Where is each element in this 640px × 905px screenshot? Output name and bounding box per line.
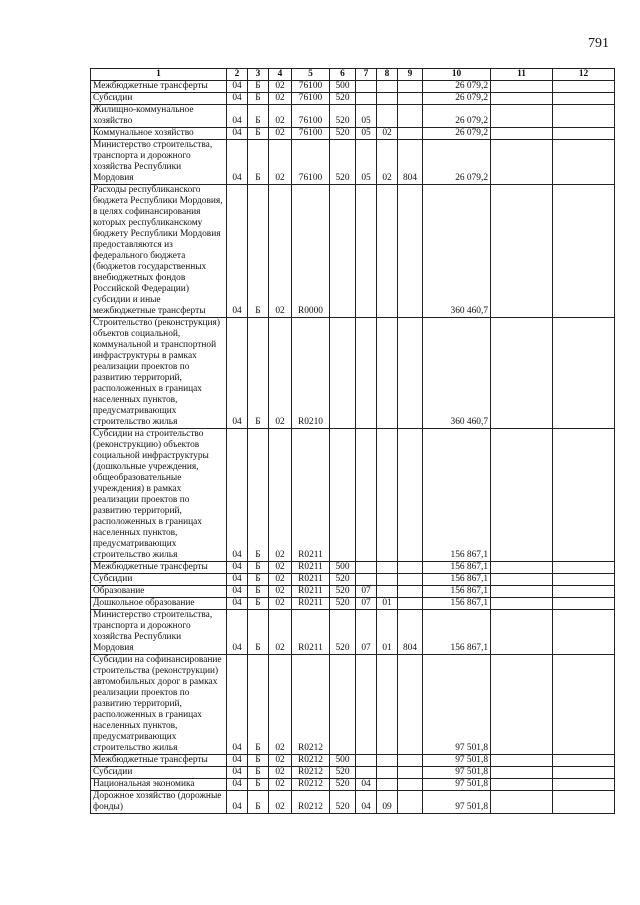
- cell-amount: 156 867,1: [423, 598, 491, 610]
- cell-col-6: 500: [330, 81, 356, 93]
- header-cell: 6: [330, 69, 356, 81]
- cell-row-name: Дорожное хозяйство (дорожные фонды): [91, 791, 227, 814]
- cell-col-11: [491, 562, 553, 574]
- cell-col-12: [553, 655, 615, 755]
- cell-amount: 156 867,1: [423, 586, 491, 598]
- cell-col-3: Б: [248, 779, 269, 791]
- cell-col-3: Б: [248, 586, 269, 598]
- cell-col-4: 02: [269, 318, 292, 429]
- cell-col-2: 04: [227, 791, 248, 814]
- cell-col-3: Б: [248, 791, 269, 814]
- cell-col-7: [356, 767, 377, 779]
- header-cell: 10: [423, 69, 491, 81]
- cell-col-7: 04: [356, 791, 377, 814]
- cell-col-4: 02: [269, 105, 292, 128]
- cell-col-5: 76100: [292, 128, 330, 140]
- cell-col-2: 04: [227, 128, 248, 140]
- cell-col-9: [398, 93, 423, 105]
- cell-col-11: [491, 318, 553, 429]
- cell-col-12: [553, 755, 615, 767]
- cell-col-4: 02: [269, 185, 292, 318]
- cell-col-7: 07: [356, 598, 377, 610]
- cell-col-9: [398, 779, 423, 791]
- table-row: [91, 586, 615, 598]
- cell-col-11: [491, 185, 553, 318]
- cell-col-11: [491, 610, 553, 655]
- header-cell: 4: [269, 69, 292, 81]
- cell-col-11: [491, 755, 553, 767]
- cell-col-7: [356, 81, 377, 93]
- cell-col-4: 02: [269, 128, 292, 140]
- cell-col-7: [356, 574, 377, 586]
- cell-col-5: 76100: [292, 93, 330, 105]
- cell-col-2: 04: [227, 105, 248, 128]
- cell-col-7: [356, 429, 377, 562]
- cell-col-5: R0211: [292, 429, 330, 562]
- cell-col-4: 02: [269, 755, 292, 767]
- cell-col-9: [398, 81, 423, 93]
- cell-col-12: [553, 598, 615, 610]
- cell-col-2: 04: [227, 779, 248, 791]
- cell-col-12: [553, 429, 615, 562]
- cell-col-6: 500: [330, 755, 356, 767]
- cell-col-3: Б: [248, 562, 269, 574]
- cell-col-8: [377, 574, 398, 586]
- cell-col-12: [553, 562, 615, 574]
- cell-row-name: Субсидии: [91, 574, 227, 586]
- cell-row-name: Коммунальное хозяйство: [91, 128, 227, 140]
- cell-amount: 26 079,2: [423, 81, 491, 93]
- cell-row-name: Министерство строительства, транспорта и дорожного хозяйства Республики Мордовия: [91, 610, 227, 655]
- cell-col-9: [398, 574, 423, 586]
- cell-col-4: 02: [269, 81, 292, 93]
- cell-col-8: [377, 185, 398, 318]
- cell-col-6: 520: [330, 586, 356, 598]
- header-cell: 9: [398, 69, 423, 81]
- cell-col-12: [553, 140, 615, 185]
- cell-col-8: [377, 655, 398, 755]
- cell-col-7: 07: [356, 586, 377, 598]
- cell-amount: 97 501,8: [423, 767, 491, 779]
- cell-row-name: Субсидии на строительство (реконструкцию) объектов социальной инфраструктуры (дошкольные учреждения, общеобразовательные учреждения) в рамках реализации проектов по развитию территорий, расположенных в границах населенных пунктов, предусматривающих строительство жилья: [91, 429, 227, 562]
- cell-col-8: [377, 767, 398, 779]
- cell-col-8: [377, 318, 398, 429]
- cell-row-name: Субсидии: [91, 93, 227, 105]
- table-row: [91, 791, 615, 814]
- cell-col-12: [553, 128, 615, 140]
- cell-col-2: 04: [227, 755, 248, 767]
- cell-col-5: R0212: [292, 791, 330, 814]
- cell-col-7: [356, 185, 377, 318]
- cell-col-9: [398, 655, 423, 755]
- cell-col-8: [377, 586, 398, 598]
- cell-col-2: 04: [227, 586, 248, 598]
- cell-col-5: 76100: [292, 81, 330, 93]
- table-row: [91, 93, 615, 105]
- cell-col-9: [398, 429, 423, 562]
- cell-col-4: 02: [269, 779, 292, 791]
- cell-col-11: [491, 586, 553, 598]
- cell-col-4: 02: [269, 610, 292, 655]
- cell-col-4: 02: [269, 791, 292, 814]
- cell-col-6: 520: [330, 767, 356, 779]
- cell-col-5: R0212: [292, 755, 330, 767]
- table-row: [91, 105, 615, 128]
- cell-row-name: Министерство строительства, транспорта и дорожного хозяйства Республики Мордовия: [91, 140, 227, 185]
- cell-col-7: [356, 318, 377, 429]
- cell-col-2: 04: [227, 610, 248, 655]
- cell-col-7: 07: [356, 610, 377, 655]
- cell-col-4: 02: [269, 93, 292, 105]
- header-cell: 5: [292, 69, 330, 81]
- cell-col-3: Б: [248, 105, 269, 128]
- cell-col-3: Б: [248, 598, 269, 610]
- cell-col-5: R0211: [292, 562, 330, 574]
- cell-col-6: 520: [330, 140, 356, 185]
- table-row: [91, 81, 615, 93]
- table-row: [91, 318, 615, 429]
- cell-col-8: 02: [377, 140, 398, 185]
- cell-col-12: [553, 105, 615, 128]
- cell-amount: 156 867,1: [423, 562, 491, 574]
- cell-col-11: [491, 598, 553, 610]
- cell-amount: 156 867,1: [423, 610, 491, 655]
- cell-row-name: Межбюджетные трансферты: [91, 81, 227, 93]
- cell-col-7: 05: [356, 128, 377, 140]
- cell-col-8: [377, 93, 398, 105]
- table-row: [91, 574, 615, 586]
- header-cell: 12: [553, 69, 615, 81]
- cell-col-9: [398, 598, 423, 610]
- cell-col-2: 04: [227, 185, 248, 318]
- cell-col-6: [330, 185, 356, 318]
- cell-col-6: [330, 318, 356, 429]
- page-number: 791: [588, 36, 609, 51]
- cell-col-12: [553, 767, 615, 779]
- cell-col-11: [491, 140, 553, 185]
- cell-amount: 97 501,8: [423, 791, 491, 814]
- cell-col-8: 01: [377, 598, 398, 610]
- cell-col-3: Б: [248, 185, 269, 318]
- table-row: [91, 655, 615, 755]
- cell-col-8: [377, 779, 398, 791]
- cell-col-9: [398, 562, 423, 574]
- cell-col-11: [491, 128, 553, 140]
- cell-col-9: 804: [398, 610, 423, 655]
- cell-col-7: [356, 562, 377, 574]
- cell-col-8: [377, 562, 398, 574]
- cell-col-6: 500: [330, 562, 356, 574]
- cell-col-11: [491, 429, 553, 562]
- cell-col-2: 04: [227, 318, 248, 429]
- cell-col-11: [491, 574, 553, 586]
- cell-col-7: [356, 755, 377, 767]
- cell-col-9: [398, 105, 423, 128]
- cell-col-6: [330, 655, 356, 755]
- cell-col-4: 02: [269, 562, 292, 574]
- table-row: [91, 755, 615, 767]
- cell-col-12: [553, 93, 615, 105]
- cell-col-2: 04: [227, 93, 248, 105]
- cell-col-5: R0211: [292, 598, 330, 610]
- cell-col-11: [491, 779, 553, 791]
- cell-col-9: 804: [398, 140, 423, 185]
- cell-col-11: [491, 93, 553, 105]
- cell-amount: 97 501,8: [423, 779, 491, 791]
- cell-col-6: 520: [330, 93, 356, 105]
- cell-col-6: 520: [330, 574, 356, 586]
- cell-row-name: Расходы республиканского бюджета Республики Мордовия, в целях софинансирования которых республиканскому бюджету Республики Мордовия предоставляются из федерального бюджета (бюджетов государственных внебюджетных фондов Российской Федерации) субсидии и иные межбюджетные трансферты: [91, 185, 227, 318]
- cell-col-4: 02: [269, 429, 292, 562]
- cell-row-name: Субсидии на софинансирование строительства (реконструкции) автомобильных дорог в рамках реализации проектов по развитию территорий, расположенных в границах населенных пунктов, предусматривающих строительство жилья: [91, 655, 227, 755]
- cell-col-5: R0211: [292, 574, 330, 586]
- cell-col-6: 520: [330, 598, 356, 610]
- cell-amount: 156 867,1: [423, 574, 491, 586]
- cell-col-12: [553, 185, 615, 318]
- cell-col-3: Б: [248, 318, 269, 429]
- cell-col-4: 02: [269, 140, 292, 185]
- cell-col-3: Б: [248, 128, 269, 140]
- cell-amount: 156 867,1: [423, 429, 491, 562]
- cell-amount: 26 079,2: [423, 93, 491, 105]
- table-row: [91, 429, 615, 562]
- cell-col-8: [377, 105, 398, 128]
- cell-col-2: 04: [227, 140, 248, 185]
- table-row: [91, 128, 615, 140]
- cell-col-3: Б: [248, 755, 269, 767]
- header-row: [91, 69, 615, 81]
- cell-col-8: 09: [377, 791, 398, 814]
- cell-col-2: 04: [227, 655, 248, 755]
- cell-amount: 97 501,8: [423, 655, 491, 755]
- table-row: [91, 610, 615, 655]
- table-row: [91, 185, 615, 318]
- cell-amount: 26 079,2: [423, 140, 491, 185]
- cell-col-12: [553, 610, 615, 655]
- cell-col-3: Б: [248, 610, 269, 655]
- cell-col-4: 02: [269, 655, 292, 755]
- cell-col-2: 04: [227, 562, 248, 574]
- cell-col-12: [553, 574, 615, 586]
- cell-amount: 360 460,7: [423, 318, 491, 429]
- cell-col-9: [398, 755, 423, 767]
- header-cell: 7: [356, 69, 377, 81]
- cell-col-12: [553, 81, 615, 93]
- cell-col-7: 05: [356, 140, 377, 185]
- header-cell: 8: [377, 69, 398, 81]
- cell-col-6: [330, 429, 356, 562]
- cell-col-9: [398, 318, 423, 429]
- cell-col-5: R0212: [292, 767, 330, 779]
- header-cell: 11: [491, 69, 553, 81]
- cell-col-9: [398, 128, 423, 140]
- cell-col-12: [553, 779, 615, 791]
- cell-row-name: Субсидии: [91, 767, 227, 779]
- cell-col-7: 04: [356, 779, 377, 791]
- header-cell: 3: [248, 69, 269, 81]
- cell-col-2: 04: [227, 429, 248, 562]
- cell-col-2: 04: [227, 598, 248, 610]
- cell-col-8: 01: [377, 610, 398, 655]
- cell-col-6: 520: [330, 791, 356, 814]
- cell-col-6: 520: [330, 105, 356, 128]
- budget-table: [90, 68, 615, 814]
- cell-col-2: 04: [227, 574, 248, 586]
- cell-col-11: [491, 105, 553, 128]
- cell-row-name: Образование: [91, 586, 227, 598]
- table-row: [91, 598, 615, 610]
- cell-col-4: 02: [269, 586, 292, 598]
- cell-col-5: R0211: [292, 610, 330, 655]
- cell-col-9: [398, 586, 423, 598]
- cell-col-8: [377, 81, 398, 93]
- cell-col-3: Б: [248, 767, 269, 779]
- cell-col-7: [356, 655, 377, 755]
- cell-row-name: Межбюджетные трансферты: [91, 755, 227, 767]
- cell-col-5: R0211: [292, 586, 330, 598]
- cell-col-3: Б: [248, 81, 269, 93]
- cell-col-6: 520: [330, 779, 356, 791]
- cell-col-2: 04: [227, 81, 248, 93]
- cell-col-12: [553, 318, 615, 429]
- cell-row-name: Национальная экономика: [91, 779, 227, 791]
- cell-col-5: R0212: [292, 779, 330, 791]
- cell-col-8: 02: [377, 128, 398, 140]
- cell-col-5: R0210: [292, 318, 330, 429]
- cell-col-3: Б: [248, 93, 269, 105]
- table-row: [91, 767, 615, 779]
- cell-col-7: 05: [356, 105, 377, 128]
- cell-col-11: [491, 767, 553, 779]
- cell-col-5: 76100: [292, 140, 330, 185]
- cell-col-2: 04: [227, 767, 248, 779]
- cell-col-5: R0000: [292, 185, 330, 318]
- header-cell: 1: [91, 69, 227, 81]
- cell-col-9: [398, 767, 423, 779]
- cell-col-3: Б: [248, 574, 269, 586]
- cell-col-5: 76100: [292, 105, 330, 128]
- cell-amount: 97 501,8: [423, 755, 491, 767]
- cell-col-11: [491, 791, 553, 814]
- cell-amount: 26 079,2: [423, 128, 491, 140]
- cell-col-3: Б: [248, 140, 269, 185]
- cell-col-4: 02: [269, 598, 292, 610]
- cell-col-3: Б: [248, 429, 269, 562]
- cell-col-9: [398, 185, 423, 318]
- cell-col-4: 02: [269, 767, 292, 779]
- cell-col-6: 520: [330, 610, 356, 655]
- cell-row-name: Межбюджетные трансферты: [91, 562, 227, 574]
- cell-row-name: Строительство (реконструкция) объектов социальной, коммунальной и транспортной инфраструктуры в рамках реализации проектов по развитию территорий, расположенных в границах населенных пунктов, предусматривающих строительство жилья: [91, 318, 227, 429]
- cell-amount: 360 460,7: [423, 185, 491, 318]
- cell-col-6: 520: [330, 128, 356, 140]
- cell-col-9: [398, 791, 423, 814]
- cell-row-name: Жилищно-коммунальное хозяйство: [91, 105, 227, 128]
- header-cell: 2: [227, 69, 248, 81]
- table-row: [91, 562, 615, 574]
- cell-amount: 26 079,2: [423, 105, 491, 128]
- cell-col-12: [553, 791, 615, 814]
- cell-col-12: [553, 586, 615, 598]
- cell-col-8: [377, 429, 398, 562]
- cell-col-5: R0212: [292, 655, 330, 755]
- cell-col-7: [356, 93, 377, 105]
- cell-col-11: [491, 81, 553, 93]
- cell-row-name: Дошкольное образование: [91, 598, 227, 610]
- cell-col-11: [491, 655, 553, 755]
- table-row: [91, 140, 615, 185]
- cell-col-8: [377, 755, 398, 767]
- cell-col-4: 02: [269, 574, 292, 586]
- table-body: [91, 81, 615, 814]
- table-row: [91, 779, 615, 791]
- cell-col-3: Б: [248, 655, 269, 755]
